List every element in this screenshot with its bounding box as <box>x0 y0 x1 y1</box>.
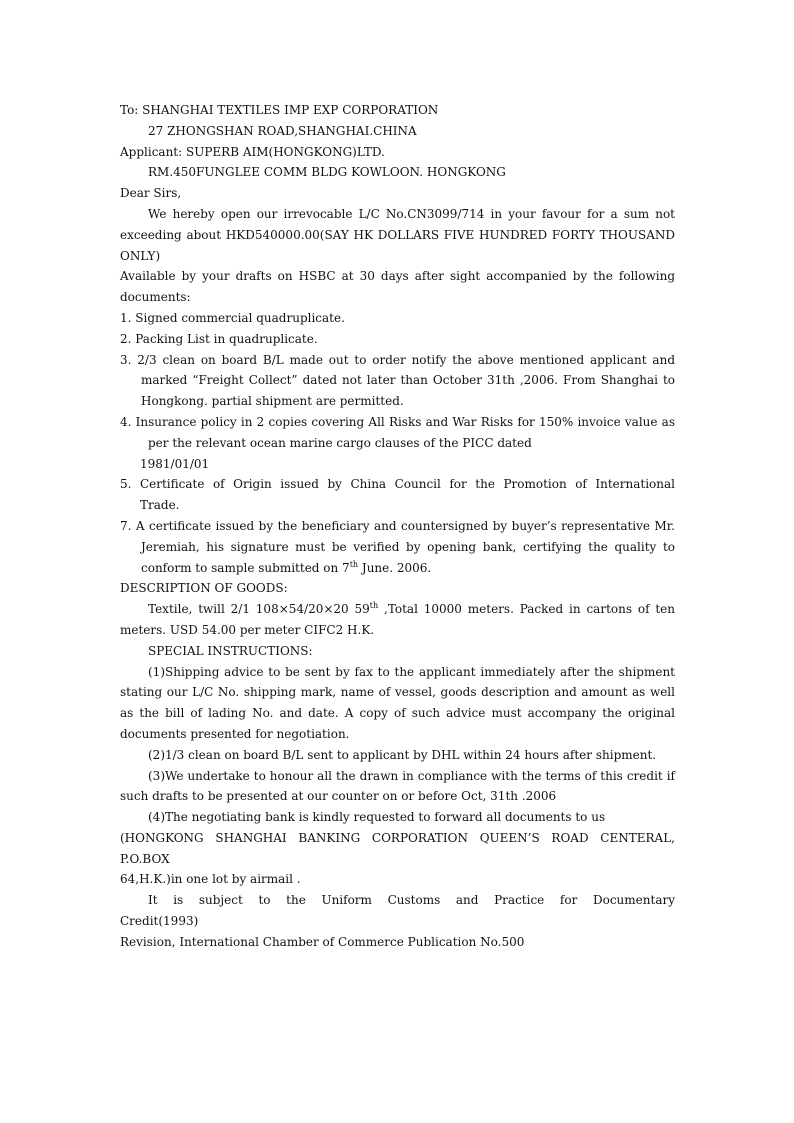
letter-of-credit-document <box>120 100 675 953</box>
goods-description-sup: th <box>369 601 379 611</box>
document-item-3: 3. 2/3 clean on board B/L made out to order notify the above mentioned applicant and marked “Freight Collect” dated not later than October 31th ,2006. From Shanghai to Hongkong. partial shipment are permitted. <box>120 352 675 409</box>
applicant-address: RM.450FUNGLEE COMM BLDG KOWLOON. HONGKONG <box>148 165 506 180</box>
document-item-5: 5. Certificate of Origin issued by China Council for the Promotion of International <box>120 477 675 492</box>
available-paragraph: Available by your drafts on HSBC at 30 days after sight accompanied by the following documents: <box>120 269 675 305</box>
subject-line-3: Revision, International Chamber of Commerce Publication No.500 <box>120 934 525 949</box>
instruction-3: (3)We undertake to honour all the drawn in compliance with the terms of this credit if such drafts to be presented at our counter on or before Oct, 31th .2006 <box>120 768 675 804</box>
applicant-line: Applicant: SUPERB AIM(HONGKONG)LTD. <box>120 144 385 159</box>
document-item-4-date: 1981/01/01 <box>140 456 210 471</box>
goods-description-text: Textile, twill 2/1 108×54/20×20 59 <box>148 602 370 617</box>
instruction-4-line-3: 64,H.K.)in one lot by airmail . <box>120 872 301 887</box>
document-item-1: 1. Signed commercial quadruplicate. <box>120 310 345 325</box>
instruction-2: (2)1/3 clean on board B/L sent to applicant by DHL within 24 hours after shipment. <box>148 747 657 762</box>
document-item-2: 2. Packing List in quadruplicate. <box>120 331 318 346</box>
subject-line-1: It is subject to the Uniform Customs and Practice for Documentary <box>148 893 675 908</box>
document-item-7-tail: June. 2006. <box>358 560 432 575</box>
instruction-4-line-2: (HONGKONG SHANGHAI BANKING CORPORATION QUEEN’S ROAD CENTERAL, P.O.BOX <box>120 830 675 866</box>
document-item-4: 4. Insurance policy in 2 copies covering All Risks and War Risks for 150% invoice value as per the relevant ocean marine cargo clauses of the PICC dated <box>120 414 675 450</box>
document-item-7-text: 7. A certificate issued by the beneficiary and countersigned by buyer’s representative Mr. Jeremiah, his signature must be verified by opening bank, certifying the quality to conform to sample submitted on 7 <box>120 518 675 575</box>
instructions-heading: SPECIAL INSTRUCTIONS: <box>148 643 313 658</box>
instruction-1: (1)Shipping advice to be sent by fax to the applicant immediately after the shipment stating our L/C No. shipping mark, name of vessel, goods description and amount as well as the bill of lading No. and date. A copy of such advice must accompany the original documents presented for negotiation. <box>120 664 675 741</box>
document-item-7 <box>120 516 675 578</box>
subject-line-2: Credit(1993) <box>120 914 199 929</box>
to-line: To: SHANGHAI TEXTILES IMP EXP CORPORATION <box>120 103 439 117</box>
goods-description-tail: ,Total 10000 meters. Packed in cartons of ten meters. USD 54.00 per meter CIFC2 H.K. <box>120 602 675 637</box>
goods-heading: DESCRIPTION OF GOODS: <box>120 581 288 596</box>
salutation: Dear Sirs, <box>120 186 182 201</box>
opening-paragraph: We hereby open our irrevocable L/C No.CN3099/714 in your favour for a sum not exceeding about HKD540000.00(SAY HK DOLLARS FIVE HUNDRED FORTY THOUSAND ONLY) <box>120 206 675 263</box>
document-item-5-tail: Trade. <box>140 498 180 513</box>
instruction-4-line-1: (4)The negotiating bank is kindly requested to forward all documents to us <box>148 810 606 825</box>
to-address: 27 ZHONGSHAN ROAD,SHANGHAI.CHINA <box>148 123 417 138</box>
document-item-7-sup: th <box>349 559 359 569</box>
goods-description <box>120 599 675 641</box>
